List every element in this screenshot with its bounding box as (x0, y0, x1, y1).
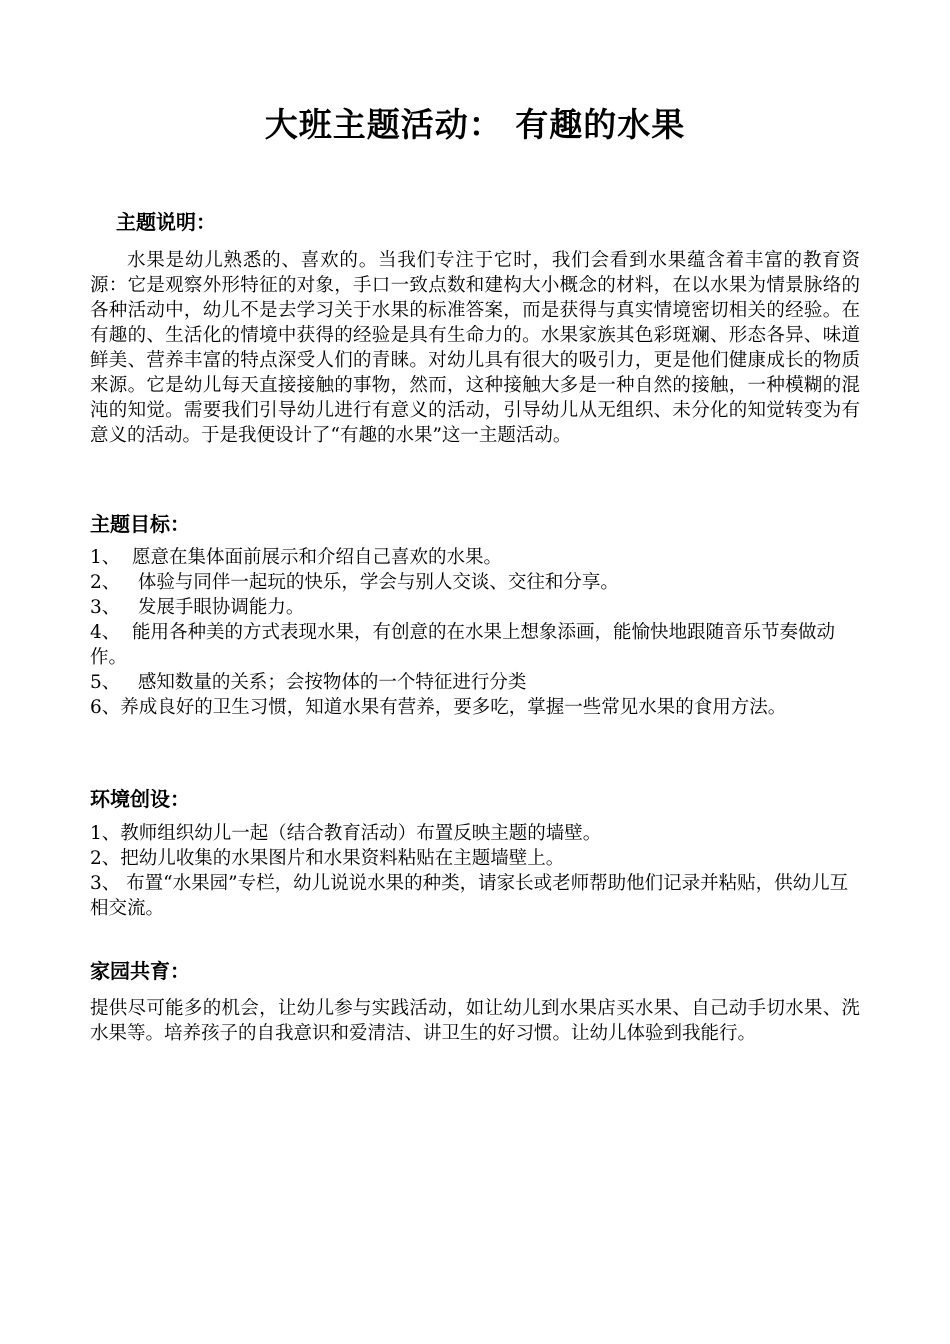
item-number: 6、 (90, 697, 121, 718)
item-text: 能用各种美的方式表现水果，有创意的在水果上想象添画，能愉快地跟随音乐节奏做动作。 (90, 622, 836, 668)
list-item (90, 871, 860, 921)
list-item (90, 670, 860, 695)
item-number: 5、 (90, 672, 121, 693)
section-heading-home: 家园共育： (90, 959, 190, 983)
item-number: 3、 (90, 597, 121, 618)
list-item (90, 595, 860, 620)
item-number: 4、 (90, 622, 121, 643)
home-paragraph: 提供尽可能多的机会，让幼儿参与实践活动，如让幼儿到水果店买水果、自己动手切水果、洗水果等。培养孩子的自我意识和爱清洁、讲卫生的好习惯。让幼儿体验到我能行。 (90, 998, 860, 1044)
section-heading-description: 主题说明： (116, 210, 216, 234)
description-paragraph: 水果是幼儿熟悉的、喜欢的。当我们专注于它时，我们会看到水果蕴含着丰富的教育资源：它是观察外形特征的对象，手口一致点数和建构大小概念的材料，在以水果为情景脉络的各种活动中，幼儿不是去学习关于水果的标准答案，而是获得与真实情境密切相关的经验。在有趣的、生活化的情境中获得的经验是具有生命力的。水果家族其色彩斑斓、形态各异、味道鲜美、营养丰富的特点深受人们的青睐。对幼儿具有很大的吸引力，更是他们健康成长的物质来源。它是幼儿每天直接接触的事物，然而，这种接触大多是一种自然的接触，一种模糊的混沌的知觉。需要我们引导幼儿进行有意义的活动，引导幼儿从无组织、未分化的知觉转变为有意义的活动。于是我便设计了“有趣的水果”这一主题活动。 (90, 250, 860, 446)
item-text: 养成良好的卫生习惯，知道水果有营养，要多吃，掌握一些常见水果的食用方法。 (120, 697, 787, 718)
item-number: 2、 (90, 848, 121, 869)
environment-list (90, 821, 860, 921)
item-text: 把幼儿收集的水果图片和水果资料粘贴在主题墙壁上。 (120, 848, 565, 869)
item-number: 1、 (90, 547, 121, 568)
item-text: 发展手眼协调能力。 (120, 597, 305, 618)
item-text: 布置“水果园”专栏，幼儿说说水果的种类，请家长或老师帮助他们记录并粘贴，供幼儿互相交流。 (90, 873, 849, 919)
list-item (90, 846, 860, 871)
item-text: 教师组织幼儿一起（结合教育活动）布置反映主题的墙壁。 (120, 823, 602, 844)
item-text: 体验与同伴一起玩的快乐，学会与别人交谈、交往和分享。 (120, 572, 619, 593)
list-item (90, 695, 860, 720)
section-heading-goals: 主题目标： (90, 512, 190, 536)
list-item (90, 545, 860, 570)
item-number: 3、 (90, 873, 121, 894)
item-number: 2、 (90, 572, 121, 593)
item-text: 愿意在集体面前展示和介绍自己喜欢的水果。 (120, 547, 503, 568)
list-item (90, 821, 860, 846)
document-title: 大班主题活动： 有趣的水果 (264, 105, 686, 144)
goals-list (90, 545, 860, 720)
list-item (90, 620, 860, 670)
list-item (90, 570, 860, 595)
section-heading-environment: 环境创设： (90, 787, 190, 811)
item-text: 感知数量的关系；会按物体的一个特征进行分类 (120, 672, 527, 693)
item-number: 1、 (90, 823, 121, 844)
